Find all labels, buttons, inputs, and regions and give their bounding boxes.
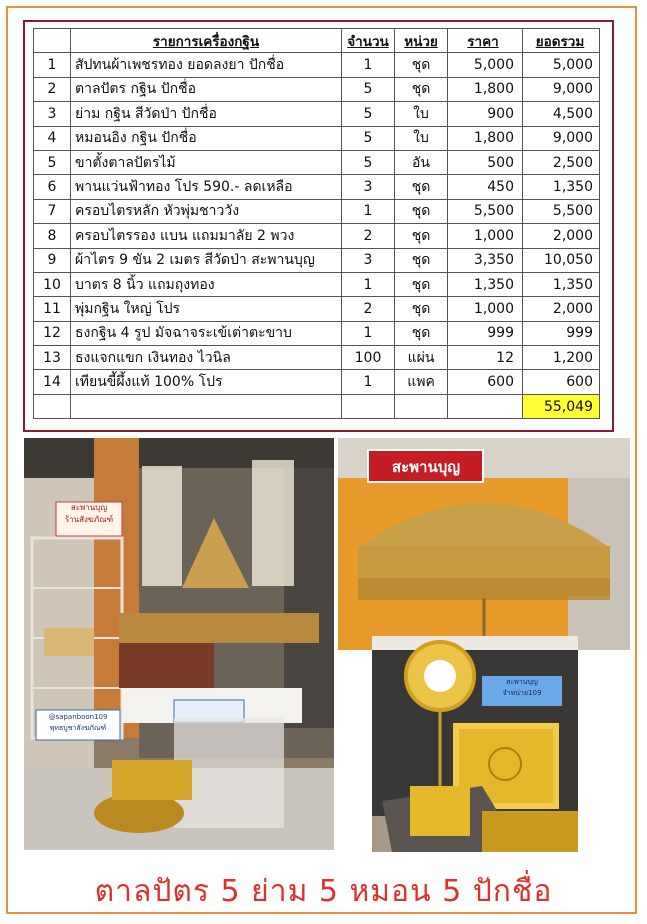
cell-no: 1 (34, 53, 71, 77)
cell-total: 5,000 (523, 53, 600, 77)
cell-qty: 2 (342, 224, 395, 248)
cell-item: ครอบไตรรอง แบน แถมมาลัย 2 พวง (71, 224, 342, 248)
table-row (34, 248, 600, 272)
cell-item: ธงกฐิน 4 รูป มัจฉาจระเข้เต่าตะขาบ (71, 321, 342, 345)
umbrella-sign: สะพานบุญ (391, 458, 461, 476)
header-item: รายการเครื่องกฐิน (71, 29, 342, 53)
cell-total: 2,000 (523, 224, 600, 248)
cell-item: สัปทนผ้าเพชรทอง ยอดลงยา ปักชื่อ (71, 53, 342, 77)
cell-unit: ชุด (395, 321, 448, 345)
cell-price: 3,350 (448, 248, 523, 272)
cell-no: 11 (34, 297, 71, 321)
cell-no: 9 (34, 248, 71, 272)
cell-no: 14 (34, 370, 71, 394)
cell-total: 10,050 (523, 248, 600, 272)
cell-no: 10 (34, 272, 71, 296)
bottom-caption: ตาลปัตร 5 ย่าม 5 หมอน 5 ปักชื่อ (94, 874, 553, 909)
cell-item: ตาลปัตร กฐิน ปักชื่อ (71, 77, 342, 101)
cell-item: เทียนขี้ผึ้งแท้ 100% โปร (71, 370, 342, 394)
cell-qty: 3 (342, 248, 395, 272)
handle-sign-left-sub: พุทธบูชาสังฆภัณฑ์ (49, 724, 107, 732)
cell-unit: อัน (395, 150, 448, 174)
cell-price: 1,350 (448, 272, 523, 296)
cell-qty: 1 (342, 370, 395, 394)
table-header-row (34, 29, 600, 53)
cell-qty: 1 (342, 321, 395, 345)
cell-item: พานแว่นฟ้าทอง โปร 590.- ลดเหลือ (71, 175, 342, 199)
cell-unit: ชุด (395, 248, 448, 272)
cell-total: 2,500 (523, 150, 600, 174)
table-row (34, 150, 600, 174)
handle-sign-left (36, 712, 120, 734)
cell-qty: 3 (342, 175, 395, 199)
photo-fan-pillow (372, 636, 578, 852)
cell-unit: แพค (395, 370, 448, 394)
header-unit: หน่วย (395, 29, 448, 53)
cell-price: 1,800 (448, 77, 523, 101)
table-row (34, 370, 600, 394)
grand-total: 55,049 (523, 394, 600, 418)
cell-item: หมอนอิง กฐิน ปักชื่อ (71, 126, 342, 150)
cell-total: 4,500 (523, 102, 600, 126)
sign-right-title: สะพานบุญ (506, 678, 538, 686)
cell-item: บาตร 8 นิ้ว แถมถุงทอง (71, 272, 342, 296)
sign-right (482, 677, 562, 699)
cell-unit: ใบ (395, 126, 448, 150)
price-table (33, 28, 600, 419)
cell-total: 1,200 (523, 346, 600, 370)
cell-qty: 2 (342, 297, 395, 321)
cell-unit: ชุด (395, 199, 448, 223)
cell-qty: 1 (342, 53, 395, 77)
store-display-image (24, 438, 334, 850)
cell-qty: 1 (342, 272, 395, 296)
cell-total: 1,350 (523, 272, 600, 296)
cell-no: 5 (34, 150, 71, 174)
cell-total: 5,500 (523, 199, 600, 223)
cell-unit: ชุด (395, 53, 448, 77)
cell-qty: 5 (342, 126, 395, 150)
table-row (34, 126, 600, 150)
table-row (34, 321, 600, 345)
cell-price: 450 (448, 175, 523, 199)
cell-no: 4 (34, 126, 71, 150)
cell-unit: ชุด (395, 224, 448, 248)
shop-sign-left-sub: ร้านสังฆภัณฑ์ (64, 515, 114, 524)
cell-price: 900 (448, 102, 523, 126)
header-qty: จำนวน (342, 29, 395, 53)
table-row (34, 175, 600, 199)
cell-item: ผ้าไตร 9 ขัน 2 เมตร สีวัดป่า สะพานบุญ (71, 248, 342, 272)
header-price: ราคา (448, 29, 523, 53)
cell-no: 2 (34, 77, 71, 101)
cell-price: 1,800 (448, 126, 523, 150)
cell-item: ย่าม กฐิน สีวัดป่า ปักชื่อ (71, 102, 342, 126)
fan-pillow-image (372, 636, 578, 852)
price-table-box (23, 20, 614, 432)
table-total-row (34, 394, 600, 418)
table-row (34, 53, 600, 77)
photo-umbrella (338, 438, 630, 650)
handle-sign-left-title: @sapanboon109 (48, 713, 108, 721)
cell-total: 2,000 (523, 297, 600, 321)
cell-item: ครอบไตรหลัก หัวพุ่มชาววัง (71, 199, 342, 223)
cell-item: พุ่มกฐิน ใหญ่ โปร (71, 297, 342, 321)
photo-store-display (24, 438, 334, 850)
cell-qty: 5 (342, 77, 395, 101)
table-row (34, 346, 600, 370)
shop-sign-left-title: สะพานบุญ (70, 503, 108, 512)
cell-qty: 5 (342, 150, 395, 174)
header-total: ยอดรวม (523, 29, 600, 53)
cell-unit: ชุด (395, 77, 448, 101)
cell-total: 600 (523, 370, 600, 394)
cell-no: 7 (34, 199, 71, 223)
cell-total: 1,350 (523, 175, 600, 199)
cell-item: ขาตั้งตาลปัตรไม้ (71, 150, 342, 174)
cell-price: 500 (448, 150, 523, 174)
shop-sign-left (56, 502, 122, 526)
cell-qty: 100 (342, 346, 395, 370)
cell-price: 5,000 (448, 53, 523, 77)
sign-right-sub: จำหน่าย109 (502, 689, 542, 697)
cell-total: 9,000 (523, 77, 600, 101)
cell-unit: แผ่น (395, 346, 448, 370)
cell-total: 999 (523, 321, 600, 345)
cell-price: 1,000 (448, 224, 523, 248)
cell-qty: 1 (342, 199, 395, 223)
cell-unit: ชุด (395, 297, 448, 321)
cell-no: 8 (34, 224, 71, 248)
cell-total: 9,000 (523, 126, 600, 150)
cell-price: 12 (448, 346, 523, 370)
cell-item: ธงแจกแขก เงินทอง ไวนิล (71, 346, 342, 370)
cell-no: 12 (34, 321, 71, 345)
cell-price: 600 (448, 370, 523, 394)
cell-no: 6 (34, 175, 71, 199)
cell-unit: ชุด (395, 175, 448, 199)
cell-price: 1,000 (448, 297, 523, 321)
table-row (34, 199, 600, 223)
cell-qty: 5 (342, 102, 395, 126)
table-row (34, 297, 600, 321)
cell-price: 5,500 (448, 199, 523, 223)
cell-no: 3 (34, 102, 71, 126)
cell-unit: ใบ (395, 102, 448, 126)
table-row (34, 77, 600, 101)
table-row (34, 272, 600, 296)
cell-unit: ชุด (395, 272, 448, 296)
table-row (34, 102, 600, 126)
cell-price: 999 (448, 321, 523, 345)
table-row (34, 224, 600, 248)
header-no (34, 29, 71, 53)
cell-no: 13 (34, 346, 71, 370)
